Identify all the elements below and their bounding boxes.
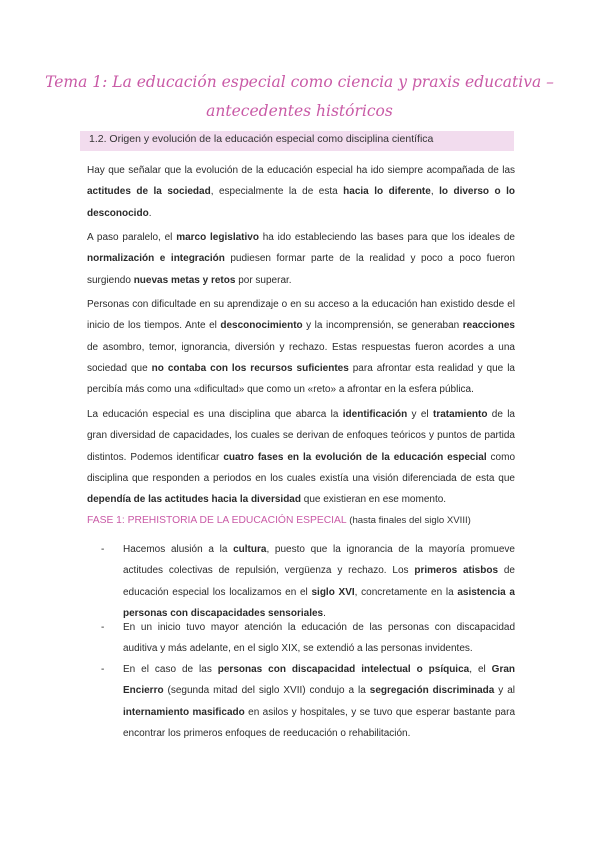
text-run: para afrontar esta realidad y que la percibía más como una «dificultad» que como un «reto» a afrontar en la esfera pública. [87,362,515,396]
paragraph-4 [87,404,515,510]
bold-text: normalización e integración [87,253,225,265]
bold-text: Gran Encierro [123,664,516,697]
bullet-marker: - [101,622,105,633]
text-run: , [430,186,440,198]
bold-text: desconocimiento [220,320,303,332]
text-run: Hay que señalar que la evolución de la educación especial ha ido siempre acompañada de las [87,165,515,176]
bold-text: lo diverso o lo desconocido [87,186,515,219]
title-line-2: antecedentes históricos [206,102,393,120]
text-run: La educación especial es una disciplina que abarca la [87,409,343,420]
bullet-marker: - [101,544,105,555]
text-run: ha ido estableciendo las bases para que los ideales de [258,232,515,243]
bold-text: asistencia a personas con discapacidades sensoriales [123,586,515,619]
text-run: de asombro, temor, ignorancia, diversión y rechazo. Estas respuestas fueron acordes a una sociedad que [87,341,515,374]
bold-text: hacia lo diferente [343,186,431,198]
bold-text: siglo XVI [311,586,355,598]
text-run: y el [407,409,433,420]
phase-1-title: FASE 1: PREHISTORIA DE LA EDUCACIÓN ESPECIAL [87,515,347,526]
text-run: como disciplina que responden a periodos en los cuales existía una visión diferenciada de esta que [87,451,516,484]
text-run: A paso paralelo, el [87,232,177,243]
text-run: . [148,207,152,219]
bold-text: no contaba con los recursos suficientes [151,362,349,374]
bold-text: segregación discriminada [369,685,495,697]
bold-text: nuevas metas y retos [133,274,236,286]
bold-text: internamiento masificado [123,706,245,718]
text-run: en asilos y hospitales, y se tuvo que esperar bastante para encontrar los primeros enfoques de reeducación o rehabilitación. [123,706,516,739]
paragraph-2 [87,227,515,291]
phase-1-note: (hasta finales del siglo XVIII) [346,515,471,526]
text-run: , concretamente en la [354,586,458,598]
phase-1-heading [87,515,527,526]
page-title [40,68,559,126]
text-run: Personas con dificultade en su aprendizaje o en su acceso a la educación han existido desde el inicio de los tiempos. Ante el [87,299,515,332]
paragraph-1 [87,160,515,224]
bold-text: tratamiento [432,409,488,420]
text-run: de la gran diversidad de capacidades, los cuales se derivan de enfoques teóricos y puntos de partida distintos. Podemos identificar [87,409,515,463]
title-line-1: Tema 1: La educación especial como ciencia y praxis educativa – [45,73,554,91]
bullet-marker: - [101,664,105,675]
bold-text: reacciones [462,320,515,332]
text-run: y la incomprensión, se generaban [302,320,463,332]
text-run: , especialmente la de esta [210,186,344,198]
list-item-text [123,659,515,744]
text-run: que existieran en ese momento. [300,494,447,506]
text-run: En el caso de las [123,664,218,675]
list-item-text [123,617,515,660]
text-run: de educación especial los localizamos en el [123,565,515,598]
list-item-text [123,539,515,624]
bold-text: marco legislativo [176,232,259,243]
bold-text: cultura [233,544,267,555]
paragraph-3 [87,294,515,400]
bold-text: primeros atisbos [414,565,499,577]
section-heading: 1.2. Origen y evolución de la educación especial como disciplina científica [89,133,434,145]
text-run: , puesto que la ignorancia de la mayoría promueve actitudes colectivas de repulsión, vergüenza y rechazo. Los [123,544,515,577]
bold-text: identificación [342,409,408,420]
text-run: (segunda mitad del siglo XVII) condujo a la [163,685,370,697]
text-run: , el [469,664,492,675]
text-run: Hacemos alusión a la [123,544,234,555]
text-run: En un inicio tuvo mayor atención la educación de las personas con discapacidad auditiva y más adelante, en el siglo XIX, se extendió a las personas invidentes. [123,622,515,655]
bold-text: dependía de las actitudes hacia la diversidad [87,494,301,506]
text-run: y al [494,685,515,697]
bold-text: cuatro fases en la evolución de la educación especial [223,451,487,463]
text-run: pudiesen formar parte de la realidad y poco a poco fueron surgiendo [87,253,515,286]
bold-text: actitudes de la sociedad [87,186,211,198]
bold-text: personas con discapacidad intelectual o psíquica [217,664,470,675]
text-run: . [323,607,326,619]
text-run: por superar. [235,274,292,286]
